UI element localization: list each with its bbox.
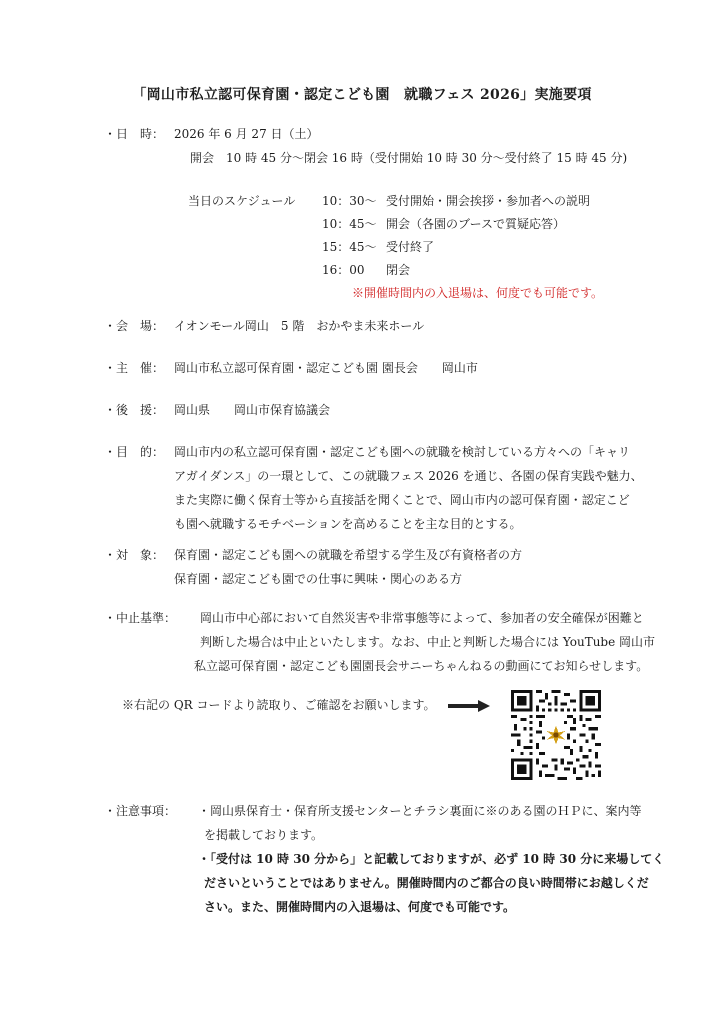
date-line-2: 開会 10 時 45 分〜閉会 16 時（受付開始 10 時 30 分〜受付終了 15 時 45 分)	[190, 151, 628, 165]
schedule-note: ※開催時間内の入退場は、何度でも可能です。	[352, 286, 604, 300]
target-line: 保育園・認定こども園での仕事に興味・関心のある方	[174, 572, 463, 586]
notes-bold-line: さい。また、開催時間内の入退場は、何度でも可能です。	[204, 900, 516, 914]
schedule-desc: 受付終了	[386, 240, 435, 254]
notes-line: を掲載しております。	[204, 828, 324, 842]
venue-text: イオンモール岡山 5 階 おかやま未来ホール	[174, 319, 425, 333]
support-label: ・後 援：	[104, 403, 165, 417]
organizer-text: 岡山市私立認可保育園・認定こども園 園長会 岡山市	[174, 361, 478, 375]
cancel-line: 岡山市中心部において自然災害や非常事態等によって、参加者の安全確保が困難と	[200, 611, 644, 625]
target-line: 保育園・認定こども園への就職を希望する学生及び有資格者の方	[174, 548, 523, 562]
target-label: ・対 象：	[104, 548, 165, 562]
purpose-line: また実際に働く保育士等から直接話を聞くことで、岡山市内の認可保育園・認定こど	[174, 493, 630, 507]
organizer-label: ・主 催：	[104, 361, 165, 375]
notes-bold-line: ・「受付は 10 時 30 分から」と記載しておりますが、必ず 10 時 30 分に来場してく	[198, 852, 665, 866]
schedule-time: 10：30〜	[322, 194, 377, 208]
purpose-label: ・目 的：	[104, 445, 165, 459]
arrow-right-icon	[448, 700, 490, 712]
schedule-time: 16：00	[322, 263, 365, 277]
purpose-line: アガイダンス」の一環として、この就職フェス 2026 を通じ、各園の保育実践や魅力、	[174, 469, 643, 483]
cancel-label: ・中止基準：	[104, 611, 177, 625]
purpose-line: 岡山市内の私立認可保育園・認定こども園への就職を検討している方々への「キャリ	[174, 445, 631, 459]
schedule-desc: 閉会	[386, 263, 411, 277]
purpose-line: も園へ就職するモチベーションを高めることを主な目的とする。	[174, 517, 522, 531]
schedule-time: 15：45〜	[322, 240, 377, 254]
support-text: 岡山県 岡山市保育協議会	[174, 403, 331, 417]
date-label: ・日 時：	[104, 127, 165, 141]
notes-label: ・注意事項：	[104, 804, 177, 818]
schedule-desc: 開会（各園のブースで質疑応答）	[386, 217, 566, 231]
qr-note: ※右記の QR コードより読取り、ご確認をお願いします。	[122, 698, 436, 712]
cancel-line: 判断した場合は中止といたします。なお、中止と判断した場合には YouTube 岡山市	[200, 635, 656, 649]
cancel-line: 私立認可保育園・認定こども園園長会サニーちゃんねるの動画にてお知らせします。	[194, 659, 649, 673]
notes-bold-line: ださいということではありません。開催時間内のご都合の良い時間帯にお越しくだ	[204, 876, 649, 890]
notes-line: ・岡山県保育士・保育所支援センターとチラシ裏面に※のある園のＨＰに、案内等	[198, 804, 642, 818]
qr-code-icon[interactable]	[511, 690, 601, 780]
schedule-time: 10：45〜	[322, 217, 377, 231]
page-title: 「岡山市私立認可保育園・認定こども園 就職フェス 2026」実施要項	[132, 87, 592, 103]
venue-label: ・会 場：	[104, 319, 165, 333]
schedule-desc: 受付開始・開会挨拶・参加者への説明	[386, 194, 591, 208]
date-line-1: 2026 年 6 月 27 日（土）	[174, 127, 319, 141]
schedule-heading: 当日のスケジュール	[188, 194, 296, 208]
